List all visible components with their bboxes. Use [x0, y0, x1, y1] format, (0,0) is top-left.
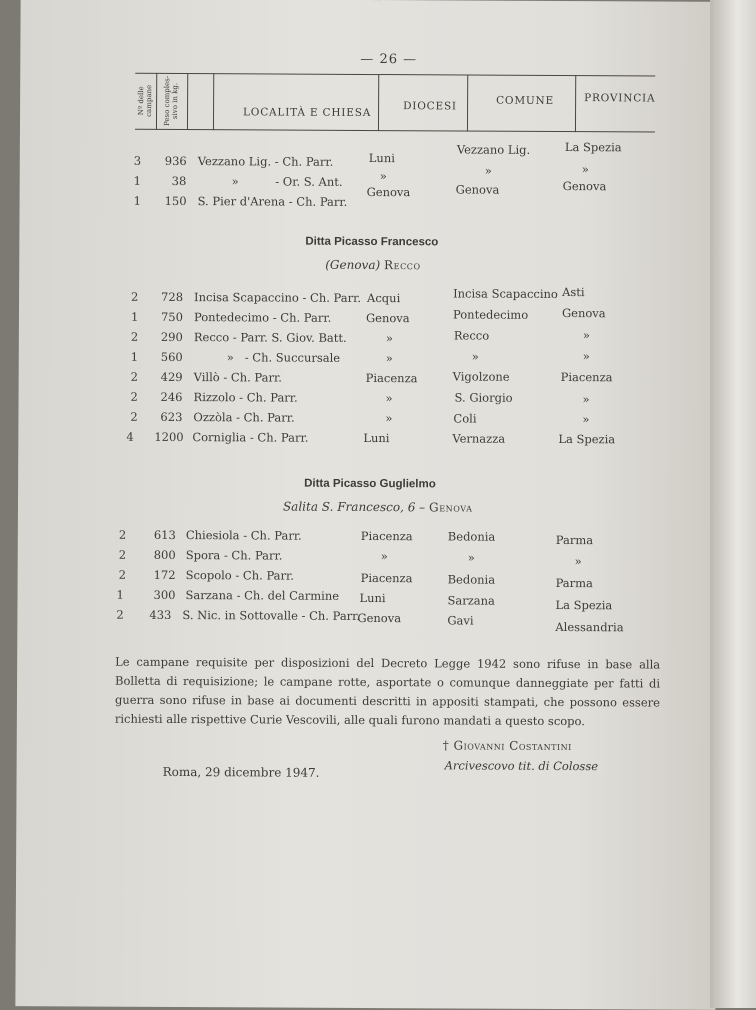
cell-provincia: »	[583, 392, 590, 406]
header-divider	[467, 75, 468, 132]
cell-campane: 1	[131, 310, 138, 324]
cell-campane: 2	[119, 568, 126, 582]
cell-comune: »	[472, 350, 479, 364]
cell-diocesi: Luni	[369, 151, 395, 165]
cell-localita: Spora - Ch. Parr.	[186, 548, 283, 563]
header-localita: LOCALITÀ E CHIESA	[243, 106, 371, 119]
header-diocesi: DIOCESI	[403, 100, 457, 112]
header-divider	[187, 73, 188, 130]
cell-localita: Ozzòla - Ch. Parr.	[193, 410, 294, 425]
cell-comune: Sarzana	[447, 593, 494, 607]
header-peso: Peso comples-sivo in kg.	[163, 75, 179, 127]
cell-diocesi: Acqui	[367, 291, 400, 305]
ditta-title: Ditta Picasso Francesco	[305, 236, 438, 249]
cell-provincia: »	[582, 412, 589, 426]
address-city: (Genova)	[325, 258, 380, 272]
cell-localita: Incisa Scapaccino - Ch. Parr.	[194, 290, 361, 305]
cell-peso: 623	[160, 410, 182, 424]
cell-comune: Vezzano Lig.	[457, 142, 530, 156]
date-line: Roma, 29 dicembre 1947.	[163, 765, 320, 780]
cell-diocesi: »	[381, 549, 388, 563]
cell-localita: Vezzano Lig. - Ch. Parr.	[198, 154, 334, 169]
table-header	[135, 73, 655, 134]
cell-diocesi: Luni	[359, 591, 385, 605]
cell-localita: Villò - Ch. Parr.	[194, 370, 282, 384]
cell-peso: 300	[153, 588, 175, 602]
cell-diocesi: Piacenza	[361, 529, 413, 543]
cell-diocesi: »	[386, 351, 393, 365]
cell-provincia: Genova	[563, 179, 607, 193]
cell-diocesi: Genova	[366, 311, 410, 325]
cell-peso: 433	[149, 608, 171, 622]
cell-campane: 2	[131, 370, 138, 384]
cell-campane: 2	[119, 528, 126, 542]
header-divider	[575, 75, 576, 132]
signature-name: † Giovanni Costantini	[443, 738, 572, 753]
cell-localita: Scopolo - Ch. Parr.	[186, 568, 294, 583]
cell-localita: Rizzolo - Ch. Parr.	[194, 390, 298, 405]
cell-peso: 728	[161, 290, 183, 304]
cell-peso: 290	[161, 330, 183, 344]
cell-comune: Bedonia	[448, 572, 496, 586]
cell-diocesi: »	[386, 331, 393, 345]
cell-provincia: La Spezia	[558, 432, 615, 446]
closing-paragraph: Le campane requisite per disposizioni del Decreto Legge 1942 sono rifuse in base alla Bolletta di requisizione; le campane rotte, asportate o comunque danneggiate per fatti di guerra sono rifuse in base ai documenti descritti in appositi stampati, che possono essere richiesti alle rispettive Curie Vescovili, alle quali furono mandati a questo scopo.	[115, 653, 660, 732]
cell-campane: 2	[131, 330, 138, 344]
cell-comune: Incisa Scapaccino	[453, 286, 558, 301]
cell-peso: 1200	[154, 430, 183, 444]
cell-localita: » - Ch. Succursale	[227, 350, 340, 365]
address-city: Genova	[429, 500, 473, 514]
cell-diocesi: Piacenza	[366, 371, 418, 385]
cell-provincia: Asti	[562, 285, 585, 299]
cell-provincia: La Spezia	[555, 598, 612, 612]
cell-comune: Gavi	[447, 613, 473, 627]
cell-comune: Genova	[456, 182, 500, 196]
ditta-address	[325, 258, 421, 272]
cell-provincia: La Spezia	[565, 140, 622, 154]
adjacent-page-edge	[710, 0, 756, 1008]
address-town: Recco	[384, 258, 421, 272]
document-page	[15, 0, 720, 1010]
cell-provincia: Piacenza	[561, 370, 613, 384]
cell-peso: 560	[161, 350, 183, 364]
cell-diocesi: »	[386, 391, 393, 405]
cell-localita: Corniglia - Ch. Parr.	[192, 430, 308, 445]
ditta-title: Ditta Picasso Guglielmo	[304, 478, 436, 491]
cell-provincia: »	[583, 328, 590, 342]
cell-campane: 2	[131, 390, 138, 404]
cell-campane: 1	[134, 174, 141, 188]
cell-diocesi: »	[385, 411, 392, 425]
signature-title: Arcivescovo tit. di Colosse	[445, 758, 599, 773]
cell-comune: Vernazza	[452, 431, 505, 445]
cell-peso: 246	[161, 390, 183, 404]
cell-diocesi: Piacenza	[361, 571, 413, 585]
cell-peso: 38	[172, 174, 187, 188]
cell-comune: »	[485, 164, 492, 178]
header-divider	[378, 74, 379, 131]
cell-localita: S. Nic. in Sottovalle - Ch. Parr.	[182, 608, 360, 623]
cell-diocesi: Genova	[357, 611, 401, 625]
cell-provincia: Genova	[562, 306, 606, 320]
cell-diocesi: Luni	[363, 431, 389, 445]
cell-peso: 172	[154, 568, 176, 582]
cell-campane: 1	[116, 588, 123, 602]
cell-campane: 2	[116, 608, 123, 622]
cell-peso: 150	[165, 194, 187, 208]
cell-peso: 800	[154, 548, 176, 562]
cell-comune: Coli	[453, 411, 476, 425]
cell-comune: »	[468, 551, 475, 565]
cell-comune: Vigolzone	[453, 369, 510, 383]
page-number: — 26 —	[360, 52, 417, 67]
cell-peso: 613	[154, 528, 176, 542]
cell-campane: 1	[131, 350, 138, 364]
cell-localita: Chiesiola - Ch. Parr.	[186, 528, 302, 543]
cell-comune: Recco	[454, 328, 489, 342]
cell-provincia: »	[575, 554, 582, 568]
cell-provincia: »	[582, 162, 589, 176]
cell-provincia: »	[583, 349, 590, 363]
cell-comune: Bedonia	[448, 529, 496, 543]
cell-campane: 1	[134, 194, 141, 208]
cell-campane: 2	[131, 290, 138, 304]
cell-campane: 3	[134, 154, 141, 168]
header-comune: COMUNE	[496, 95, 554, 107]
cell-provincia: Alessandria	[555, 620, 623, 634]
cell-campane: 2	[119, 548, 126, 562]
cell-diocesi: »	[380, 169, 387, 183]
cell-campane: 2	[130, 410, 137, 424]
cell-comune: Pontedecimo	[453, 307, 528, 321]
cell-provincia: Parma	[556, 576, 593, 590]
cell-campane: 4	[126, 430, 133, 444]
cell-comune: S. Giorgio	[455, 390, 513, 404]
cell-localita: Recco - Parr. S. Giov. Batt.	[194, 330, 347, 345]
header-provincia: PROVINCIA	[584, 92, 655, 104]
cell-localita: S. Pier d'Arena - Ch. Parr.	[198, 194, 348, 209]
cell-localita: » - Or. S. Ant.	[232, 174, 343, 189]
cell-diocesi: Genova	[367, 185, 411, 199]
header-divider	[213, 73, 214, 130]
cell-peso: 750	[161, 310, 183, 324]
address-street: Salita S. Francesco, 6 –	[283, 500, 425, 515]
cell-localita: Pontedecimo - Ch. Parr.	[194, 310, 331, 325]
cell-localita: Sarzana - Ch. del Carmine	[185, 588, 339, 603]
header-divider	[156, 73, 157, 130]
cell-peso: 936	[165, 154, 187, 168]
cell-provincia: Parma	[556, 533, 593, 547]
header-campane: Nº delle campane	[137, 75, 153, 127]
cell-peso: 429	[161, 370, 183, 384]
ditta-address	[283, 500, 473, 515]
